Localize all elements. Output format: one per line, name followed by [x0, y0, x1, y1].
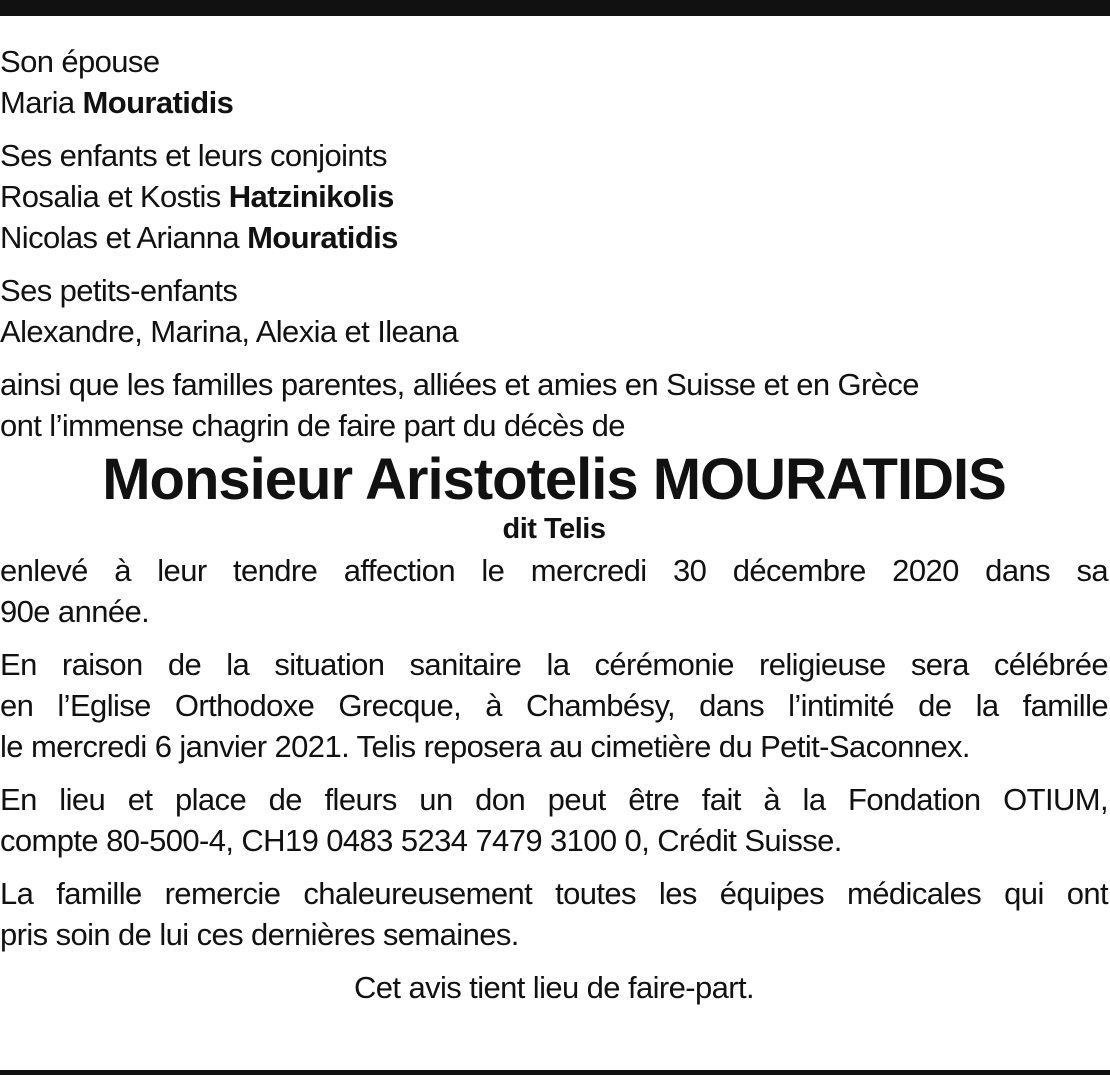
- paragraph-line: en l’Eglise Orthodoxe Grecque, à Chambésy, dans l’intimité de la famille: [0, 688, 1108, 723]
- child-first-names: Rosalia et Kostis: [0, 179, 221, 214]
- paragraph-line: 90e année.: [0, 594, 150, 629]
- thanks-paragraph: [0, 873, 1108, 955]
- child-last-name: Mouratidis: [247, 220, 398, 255]
- paragraph-line: En lieu et place de fleurs un don peut être fait à la Fondation OTIUM,: [0, 782, 1108, 817]
- announcement-line: ont l’immense chagrin de faire part du décès de: [0, 408, 625, 443]
- children-section: [0, 135, 1108, 258]
- spouse-name: [0, 82, 1108, 123]
- death-paragraph: [0, 550, 1108, 632]
- closing-note: Cet avis tient lieu de faire-part.: [353, 970, 755, 1005]
- bottom-border-rule: [0, 1070, 1110, 1075]
- paragraph-line: La famille remercie chaleureusement toutes les équipes médicales qui ont: [0, 876, 1108, 911]
- obituary-notice: [0, 41, 1108, 1008]
- relatives-line: ainsi que les familles parentes, alliées et amies en Suisse et en Grèce: [0, 367, 919, 402]
- top-border-rule: [0, 0, 1110, 16]
- spouse-last-name: Mouratidis: [82, 85, 234, 120]
- grandchildren-section: [0, 270, 1108, 352]
- child-first-names: Nicolas et Arianna: [0, 220, 240, 255]
- paragraph-line: compte 80-500-4, CH19 0483 5234 7479 3100 0, Crédit Suisse.: [0, 823, 842, 858]
- spouse-heading: Son épouse: [0, 44, 160, 79]
- child-last-name: Hatzinikolis: [228, 179, 394, 214]
- grandchildren-heading: Ses petits-enfants: [0, 273, 238, 308]
- paragraph-line: En raison de la situation sanitaire la cérémonie religieuse sera célébrée: [0, 647, 1108, 682]
- child-couple: [0, 176, 1108, 217]
- child-couple: [0, 217, 1108, 258]
- donation-paragraph: [0, 779, 1108, 861]
- ceremony-paragraph: [0, 644, 1108, 767]
- spouse-section: [0, 41, 1108, 123]
- paragraph-line: pris soin de lui ces dernières semaines.: [0, 917, 519, 952]
- relatives-section: [0, 364, 1108, 446]
- children-heading: Ses enfants et leurs conjoints: [0, 138, 387, 173]
- grandchildren-names: Alexandre, Marina, Alexia et Ileana: [0, 314, 459, 349]
- deceased-nickname: dit Telis: [502, 513, 606, 545]
- paragraph-line: le mercredi 6 janvier 2021. Telis reposera au cimetière du Petit-Saconnex.: [0, 729, 970, 764]
- paragraph-line: enlevé à leur tendre affection le mercredi 30 décembre 2020 dans sa: [0, 553, 1108, 588]
- spouse-first-name: Maria: [0, 85, 75, 120]
- deceased-name: Monsieur Aristotelis MOURATIDIS: [102, 447, 1006, 512]
